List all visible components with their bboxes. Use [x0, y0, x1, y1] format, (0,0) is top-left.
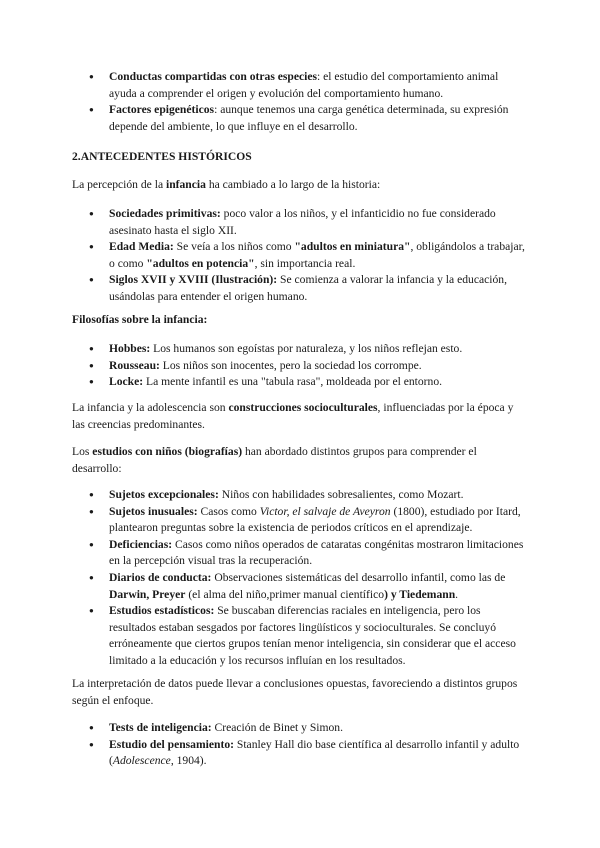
list-item: ● Estudio del pensamiento: Stanley Hall dio base científica al desarrollo infantil y adulto (Adolescence, 1904). — [72, 737, 528, 770]
interpretation-paragraph: La interpretación de datos puede llevar a conclusiones opuestas, favoreciendo a distintos grupos según el enfoque. — [72, 677, 518, 707]
list-item: ● Diarios de conducta: Observaciones sistemáticas del desarrollo infantil, como las de Darwin, Preyer (el alma del niño,primer manual científico) y Tiedemann. — [72, 570, 528, 603]
philosophies-bullet-list — [72, 341, 528, 391]
top-bullet-list — [72, 69, 528, 135]
list-item: ● Siglos XVII y XVIII (Ilustración): Se comienza a valorar la infancia y la educación, usándolas para entender el origen humano. — [72, 272, 528, 305]
list-item: ● Sujetos inusuales: Casos como Victor, el salvaje de Aveyron (1800), estudiado por Itard, plantearon preguntas sobre la existencia de periodos críticos en el aprendizaje. — [72, 504, 528, 537]
list-item: ● Estudios estadísticos: Se buscaban diferencias raciales en inteligencia, pero los resultados estaban sesgados por factores lingüísticos y socioculturales. Se concluyó erróneamente que ciertos grupos tenían menor inteligencia, sin considerar que el acceso limitado a la educación y los recursos influían en los resultados. — [72, 603, 528, 669]
section-heading: 2.ANTECEDENTES HISTÓRICOS — [72, 150, 252, 163]
studies-bullet-list — [72, 487, 528, 670]
philosophies-heading: Filosofías sobre la infancia: — [72, 313, 208, 326]
list-item: ● Edad Media: Se veía a los niños como "adultos en miniatura", obligándolos a trabajar, o como "adultos en potencia", sin importancia real. — [72, 239, 528, 272]
constructions-paragraph: La infancia y la adolescencia son construcciones socioculturales, influenciadas por la época y las creencias predominantes. — [72, 401, 514, 431]
final-bullet-list — [72, 720, 528, 770]
studies-paragraph: Los estudios con niños (biografías) han abordado distintos grupos para comprender el desarrollo: — [72, 445, 477, 475]
list-item: ● Tests de inteligencia: Creación de Binet y Simon. — [72, 720, 528, 737]
list-item: ● Sociedades primitivas: poco valor a los niños, y el infanticidio no fue considerado asesinato hasta el siglo XII. — [72, 206, 528, 239]
list-item: ● Sujetos excepcionales: Niños con habilidades sobresalientes, como Mozart. — [72, 487, 528, 504]
list-item: ● Deficiencias: Casos como niños operados de cataratas congénitas mostraron limitaciones en la percepción visual tras la recuperación. — [72, 537, 528, 570]
list-item: ● Factores epigenéticos: aunque tenemos una carga genética determinada, su expresión depende del ambiente, lo que influye en el desarrollo. — [72, 102, 528, 135]
list-item: ● Locke: La mente infantil es una "tabula rasa", moldeada por el entorno. — [72, 374, 528, 391]
history-bullet-list — [72, 206, 528, 306]
intro-paragraph: La percepción de la infancia ha cambiado a lo largo de la historia: — [72, 178, 381, 191]
list-item: ● Rousseau: Los niños son inocentes, pero la sociedad los corrompe. — [72, 358, 528, 375]
list-item: ● Conductas compartidas con otras especies: el estudio del comportamiento animal ayuda a comprender el origen y evolución del comportamiento humano. — [72, 69, 528, 102]
list-item: ● Hobbes: Los humanos son egoístas por naturaleza, y los niños reflejan esto. — [72, 341, 528, 358]
